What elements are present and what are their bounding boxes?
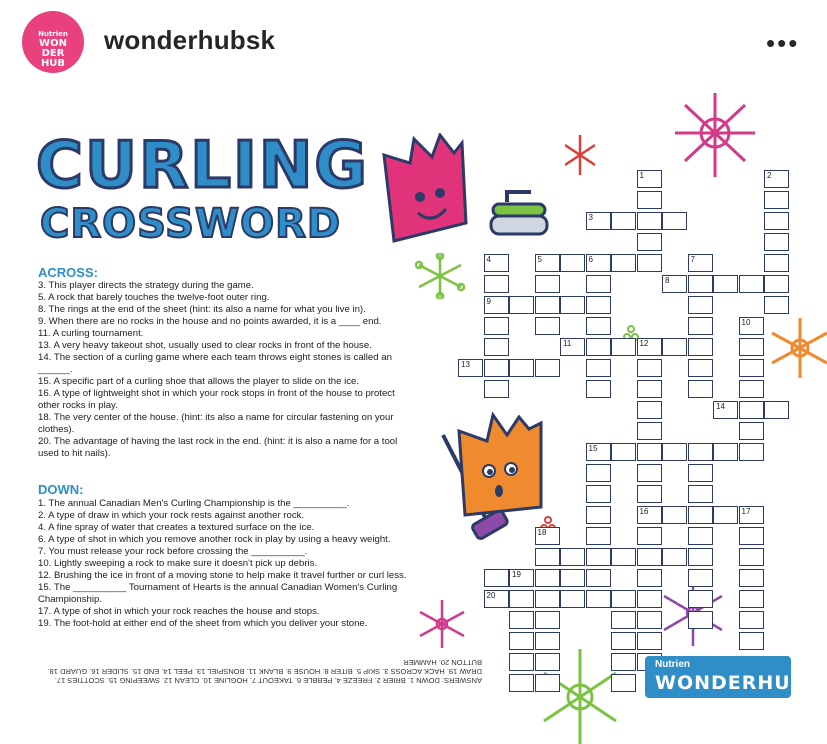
clue-text: 7. You must release your rock before crossing the __________. bbox=[38, 546, 308, 557]
grid-cell bbox=[662, 212, 687, 230]
clue-text: 16. A type of lightweight shot in which your rock stops in front of the house to protect bbox=[38, 388, 395, 399]
clue-text: ______. bbox=[38, 364, 73, 375]
grid-cell bbox=[637, 380, 662, 398]
clue-text: other rocks in play. bbox=[38, 400, 118, 411]
grid-cell bbox=[535, 632, 560, 650]
grid-cell bbox=[484, 317, 509, 335]
grid-cell bbox=[637, 464, 662, 482]
clue-number: 6 bbox=[588, 255, 593, 264]
grid-cell bbox=[739, 338, 764, 356]
grid-cell bbox=[637, 590, 662, 608]
grid-cell bbox=[688, 611, 713, 629]
clue-text: 3. This player directs the strategy during the game. bbox=[38, 280, 254, 291]
avatar-line: WON bbox=[39, 38, 67, 49]
clue-text: 19. The foot-hold at either end of the sheet from which you deliver your stone. bbox=[38, 618, 368, 629]
snowflake-icon bbox=[415, 253, 465, 299]
answer-line: DRAW 19. HACK ACROSS 3. SKIP 5. BITER 8. HOUSE 9. BLANK 11. BONSPIEL 13. PEEL 14. END 15. SLIDER 16. GUARD 18. bbox=[47, 667, 482, 676]
grid-cell bbox=[560, 569, 585, 587]
clue-number: 5 bbox=[537, 255, 542, 264]
snowflake-icon bbox=[565, 135, 595, 175]
grid-cell bbox=[509, 653, 534, 671]
grid-cell bbox=[764, 233, 789, 251]
clue-text: 5. A rock that barely touches the twelve-foot outer ring. bbox=[38, 292, 270, 303]
profile-avatar[interactable] bbox=[22, 11, 84, 73]
grid-cell bbox=[637, 485, 662, 503]
avatar-logo bbox=[22, 29, 84, 69]
grid-cell bbox=[662, 548, 687, 566]
grid-cell bbox=[586, 464, 611, 482]
grid-cell bbox=[509, 359, 534, 377]
clue-text: 4. A fine spray of water that creates a textured surface on the ice. bbox=[38, 522, 315, 533]
grid-cell bbox=[764, 254, 789, 272]
answer-line: BUTTON 20. HAMMER bbox=[403, 658, 482, 667]
grid-cell bbox=[764, 296, 789, 314]
grid-cell bbox=[637, 611, 662, 629]
grid-cell bbox=[713, 506, 738, 524]
grid-cell bbox=[509, 611, 534, 629]
snowflake-icon bbox=[770, 318, 827, 378]
clue-number: 14 bbox=[716, 402, 725, 411]
grid-cell bbox=[637, 212, 662, 230]
grid-cell bbox=[637, 359, 662, 377]
clue-number: 9 bbox=[486, 297, 491, 306]
grid-cell bbox=[611, 443, 636, 461]
clue-number: 20 bbox=[486, 591, 496, 600]
grid-cell bbox=[713, 275, 738, 293]
grid-cell bbox=[611, 254, 636, 272]
grid-cell bbox=[611, 548, 636, 566]
across-clues bbox=[38, 280, 418, 460]
snowflake-icon bbox=[418, 598, 466, 650]
clue-text: 1. The annual Canadian Men's Curling Championship is the __________. bbox=[38, 498, 350, 509]
grid-cell bbox=[611, 611, 636, 629]
clue-number: 11 bbox=[563, 339, 572, 348]
clue-number: 2 bbox=[767, 171, 772, 180]
grid-cell bbox=[637, 443, 662, 461]
grid-cell bbox=[611, 653, 636, 671]
grid-cell bbox=[739, 275, 764, 293]
grid-cell bbox=[535, 317, 560, 335]
clue-text: 20. The advantage of having the last rock in the end. (hint: it is also a name for a tool bbox=[38, 436, 398, 447]
grid-cell bbox=[739, 548, 764, 566]
grid-cell bbox=[611, 338, 636, 356]
grid-cell bbox=[713, 443, 738, 461]
clue-text: 12. Brushing the ice in front of a moving stone to help make it travel further or curl less. bbox=[38, 570, 407, 581]
curling-stone-icon bbox=[487, 188, 551, 240]
grid-cell bbox=[739, 443, 764, 461]
grid-cell bbox=[688, 359, 713, 377]
grid-cell bbox=[688, 317, 713, 335]
grid-cell bbox=[611, 212, 636, 230]
grid-cell bbox=[484, 359, 509, 377]
grid-cell bbox=[611, 590, 636, 608]
grid-cell bbox=[611, 674, 636, 692]
grid-cell bbox=[688, 527, 713, 545]
grid-cell bbox=[484, 380, 509, 398]
grid-cell bbox=[535, 611, 560, 629]
grid-cell bbox=[586, 275, 611, 293]
grid-cell bbox=[688, 380, 713, 398]
down-heading: DOWN: bbox=[38, 482, 84, 497]
grid-cell bbox=[484, 275, 509, 293]
grid-cell bbox=[688, 569, 713, 587]
grid-cell bbox=[586, 485, 611, 503]
grid-cell bbox=[586, 590, 611, 608]
grid-cell bbox=[662, 506, 687, 524]
grid-cell bbox=[739, 590, 764, 608]
grid-cell bbox=[739, 422, 764, 440]
grid-cell bbox=[764, 401, 789, 419]
answer-key bbox=[22, 658, 482, 685]
poster-title-line1: CURLING bbox=[36, 129, 369, 203]
avatar-line: HUB bbox=[40, 58, 66, 69]
grid-cell bbox=[688, 485, 713, 503]
pink-character-icon bbox=[380, 133, 472, 245]
grid-cell bbox=[560, 254, 585, 272]
grid-cell bbox=[662, 443, 687, 461]
down-clues bbox=[38, 498, 418, 630]
grid-cell bbox=[509, 632, 534, 650]
grid-cell bbox=[586, 569, 611, 587]
grid-cell bbox=[586, 527, 611, 545]
clue-number: 4 bbox=[486, 255, 491, 264]
grid-cell bbox=[688, 506, 713, 524]
snowflake-icon bbox=[665, 93, 765, 179]
clue-number: 18 bbox=[537, 528, 547, 537]
grid-cell bbox=[586, 317, 611, 335]
grid-cell bbox=[586, 338, 611, 356]
wonderhub-logo bbox=[645, 656, 807, 698]
grid-cell bbox=[739, 401, 764, 419]
grid-cell bbox=[764, 191, 789, 209]
grid-cell bbox=[688, 548, 713, 566]
clue-text: 13. A very heavy takeout shot, usually used to clear rocks in front of the house. bbox=[38, 340, 372, 351]
grid-cell bbox=[484, 338, 509, 356]
clue-number: 7 bbox=[690, 255, 695, 264]
grid-cell bbox=[560, 548, 585, 566]
clue-text: 10. Lightly sweeping a rock to make sure it doesn't pick up debris. bbox=[38, 558, 318, 569]
grid-cell bbox=[764, 275, 789, 293]
grid-cell bbox=[739, 527, 764, 545]
grid-cell bbox=[688, 590, 713, 608]
grid-cell bbox=[637, 527, 662, 545]
grid-cell bbox=[535, 359, 560, 377]
avatar-line: Nutrien bbox=[38, 30, 68, 38]
grid-cell bbox=[509, 296, 534, 314]
grid-cell bbox=[688, 443, 713, 461]
clue-number: 10 bbox=[741, 318, 751, 327]
grid-cell bbox=[739, 569, 764, 587]
grid-cell bbox=[586, 548, 611, 566]
post-header bbox=[0, 0, 827, 84]
grid-cell bbox=[662, 338, 687, 356]
grid-cell bbox=[586, 380, 611, 398]
grid-cell bbox=[484, 569, 509, 587]
grid-cell bbox=[535, 653, 560, 671]
clue-text: 15. A specific part of a curling shoe that allows the player to slide on the ice. bbox=[38, 376, 360, 387]
crossword-poster bbox=[0, 93, 827, 744]
clue-text: 14. The section of a curling game where each team throws eight stones is called an bbox=[38, 352, 392, 363]
clue-number: 17 bbox=[741, 507, 751, 516]
clue-number: 19 bbox=[512, 570, 521, 579]
across-heading: ACROSS: bbox=[38, 265, 98, 280]
grid-cell bbox=[509, 590, 534, 608]
grid-cell bbox=[535, 674, 560, 692]
clue-number: 15 bbox=[588, 444, 598, 453]
grid-cell bbox=[764, 212, 789, 230]
grid-cell bbox=[637, 254, 662, 272]
grid-cell bbox=[688, 275, 713, 293]
grid-cell bbox=[637, 422, 662, 440]
username-link[interactable]: wonderhubsk bbox=[104, 25, 276, 55]
clue-text: 8. The rings at the end of the sheet (hint: its also a name for what you live in). bbox=[38, 304, 366, 315]
more-options-icon[interactable]: ••• bbox=[766, 28, 800, 58]
grid-cell bbox=[637, 191, 662, 209]
grid-cell bbox=[586, 359, 611, 377]
grid-cell bbox=[535, 569, 560, 587]
answer-line: ANSWERS: DOWN 1. BRIER 2. FREEZE 4. PEBBLE 6. TAKEOUT 7. HOGLINE 10. CLEAN 12. SWEEPING 15. SCOTTIES 17. bbox=[54, 676, 482, 685]
orange-character-icon bbox=[437, 411, 547, 551]
grid-cell bbox=[688, 296, 713, 314]
clue-number: 13 bbox=[461, 360, 470, 369]
grid-cell bbox=[739, 632, 764, 650]
grid-cell bbox=[560, 296, 585, 314]
grid-cell bbox=[586, 296, 611, 314]
grid-cell bbox=[535, 548, 560, 566]
clue-text: used to hit nails). bbox=[38, 448, 111, 459]
grid-cell bbox=[688, 464, 713, 482]
clue-text: Championship. bbox=[38, 594, 102, 605]
grid-cell bbox=[688, 338, 713, 356]
clue-text: 17. A type of shot in which your rock reaches the house and stops. bbox=[38, 606, 320, 617]
grid-cell bbox=[739, 359, 764, 377]
clue-text: 11. A curling tournament. bbox=[38, 328, 144, 339]
grid-cell bbox=[535, 275, 560, 293]
clue-number: 12 bbox=[639, 339, 649, 348]
clue-text: clothes). bbox=[38, 424, 75, 435]
grid-cell bbox=[535, 590, 560, 608]
grid-cell bbox=[586, 506, 611, 524]
clue-text: 6. A type of shot in which you remove another rock in play by using a heavy weight. bbox=[38, 534, 391, 545]
grid-cell bbox=[637, 548, 662, 566]
clue-text: 2. A type of draw in which your rock rests against another rock. bbox=[38, 510, 305, 521]
clue-text: 15. The __________ Tournament of Hearts is the annual Canadian Women's Curling bbox=[38, 582, 398, 593]
grid-cell bbox=[637, 233, 662, 251]
grid-cell bbox=[637, 569, 662, 587]
clue-number: 8 bbox=[665, 276, 670, 285]
clue-text: 18. The very center of the house. (hint: its also a name for circular fastening on your bbox=[38, 412, 394, 423]
clue-number: 1 bbox=[639, 171, 644, 180]
grid-cell bbox=[739, 611, 764, 629]
grid-cell bbox=[560, 590, 585, 608]
clue-text: 9. When there are no rocks in the house and no points awarded, it is a ____ end. bbox=[38, 316, 382, 327]
clue-number: 3 bbox=[588, 213, 593, 222]
grid-cell bbox=[739, 380, 764, 398]
clue-number: 16 bbox=[639, 507, 649, 516]
grid-cell bbox=[509, 674, 534, 692]
grid-cell bbox=[637, 632, 662, 650]
grid-cell bbox=[611, 632, 636, 650]
avatar-line: DER bbox=[41, 48, 65, 59]
logo-main-text: WONDERHUB bbox=[655, 672, 807, 694]
grid-cell bbox=[535, 296, 560, 314]
logo-top-text: Nutrien bbox=[655, 659, 690, 670]
grid-cell bbox=[637, 401, 662, 419]
poster-title-line2: CROSSWORD bbox=[40, 201, 342, 247]
